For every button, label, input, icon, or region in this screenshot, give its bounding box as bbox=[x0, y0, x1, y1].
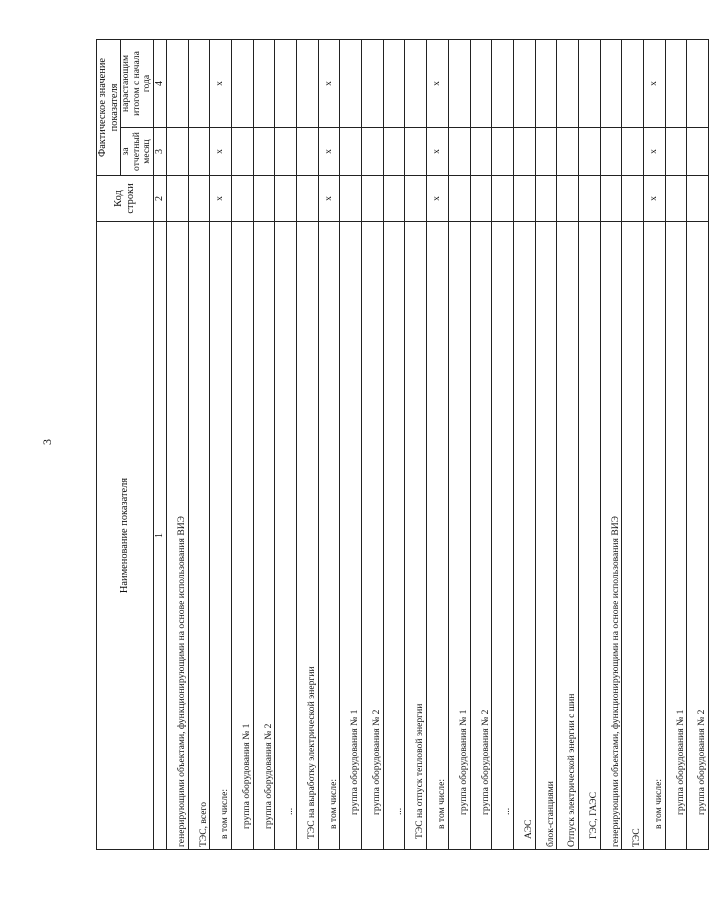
row-month bbox=[231, 128, 253, 176]
row-month: x bbox=[318, 128, 340, 176]
row-ytd bbox=[253, 39, 275, 127]
row-name: группа оборудования № 2 bbox=[687, 222, 709, 850]
row-name: АЭС bbox=[513, 222, 535, 850]
table-row bbox=[578, 39, 600, 849]
row-code bbox=[166, 176, 188, 222]
col-number-3: 3 bbox=[153, 128, 166, 176]
row-name: в том числе: bbox=[427, 222, 449, 850]
row-name: ТЭС, всего bbox=[188, 222, 210, 850]
row-month bbox=[448, 128, 470, 176]
row-name: в том числе: bbox=[644, 222, 666, 850]
row-month bbox=[557, 128, 579, 176]
header-ytd: нарастающим итогом с начала года bbox=[121, 39, 154, 127]
row-month: x bbox=[210, 128, 232, 176]
table-row bbox=[275, 39, 297, 849]
row-code: x bbox=[210, 176, 232, 222]
row-code bbox=[275, 176, 297, 222]
row-code bbox=[600, 176, 622, 222]
row-ytd bbox=[535, 39, 557, 127]
table-row bbox=[600, 39, 622, 849]
row-month bbox=[622, 128, 644, 176]
row-code bbox=[622, 176, 644, 222]
table-row bbox=[188, 39, 210, 849]
header-actual: Фактическое значение показателя bbox=[97, 39, 121, 175]
row-month bbox=[297, 128, 319, 176]
row-ytd bbox=[362, 39, 384, 127]
row-name: ГЭС, ГАЭС bbox=[578, 222, 600, 850]
row-ytd bbox=[448, 39, 470, 127]
row-ytd bbox=[513, 39, 535, 127]
table-row bbox=[405, 39, 427, 849]
row-ytd bbox=[231, 39, 253, 127]
table-row bbox=[383, 39, 405, 849]
table-row bbox=[687, 39, 709, 849]
table-row bbox=[470, 39, 492, 849]
row-month bbox=[600, 128, 622, 176]
row-ytd bbox=[687, 39, 709, 127]
table-row bbox=[340, 39, 362, 849]
row-name: в том числе: bbox=[318, 222, 340, 850]
row-name: группа оборудования № 1 bbox=[448, 222, 470, 850]
table-row bbox=[557, 39, 579, 849]
row-month bbox=[340, 128, 362, 176]
row-name: группа оборудования № 2 bbox=[470, 222, 492, 850]
row-name: ... bbox=[492, 222, 514, 850]
col-number-2: 2 bbox=[153, 176, 166, 222]
row-ytd bbox=[665, 39, 687, 127]
table-row bbox=[513, 39, 535, 849]
row-name: группа оборудования № 1 bbox=[340, 222, 362, 850]
row-month bbox=[383, 128, 405, 176]
table-row bbox=[622, 39, 644, 849]
row-ytd bbox=[600, 39, 622, 127]
table-row bbox=[231, 39, 253, 849]
row-month bbox=[275, 128, 297, 176]
row-ytd bbox=[188, 39, 210, 127]
row-name: генерирующими объектами, функционирующими на основе использования ВИЭ bbox=[166, 222, 188, 850]
row-name: Отпуск электрической энергии с шин bbox=[557, 222, 579, 850]
row-ytd bbox=[492, 39, 514, 127]
col-number-1: 1 bbox=[153, 222, 166, 850]
header-month: за отчетный месяц bbox=[121, 128, 154, 176]
row-code bbox=[383, 176, 405, 222]
indicator-table bbox=[96, 39, 709, 850]
row-ytd: x bbox=[644, 39, 666, 127]
row-name: ... bbox=[275, 222, 297, 850]
header-name: Наименование показателя bbox=[97, 222, 154, 850]
row-ytd bbox=[383, 39, 405, 127]
row-ytd bbox=[275, 39, 297, 127]
row-code: x bbox=[644, 176, 666, 222]
row-code bbox=[665, 176, 687, 222]
row-month bbox=[578, 128, 600, 176]
table-row bbox=[665, 39, 687, 849]
col-number-4: 4 bbox=[153, 39, 166, 127]
row-ytd bbox=[340, 39, 362, 127]
row-month bbox=[362, 128, 384, 176]
row-month: x bbox=[644, 128, 666, 176]
row-month bbox=[687, 128, 709, 176]
row-code bbox=[340, 176, 362, 222]
row-month bbox=[513, 128, 535, 176]
row-ytd bbox=[297, 39, 319, 127]
row-code bbox=[578, 176, 600, 222]
page-number: 3 bbox=[40, 439, 54, 445]
row-name: группа оборудования № 2 bbox=[362, 222, 384, 850]
row-code: x bbox=[427, 176, 449, 222]
row-code bbox=[557, 176, 579, 222]
table-row bbox=[448, 39, 470, 849]
row-ytd: x bbox=[210, 39, 232, 127]
table-row bbox=[427, 39, 449, 849]
row-name: в том числе: bbox=[210, 222, 232, 850]
row-name: ТЭС на отпуск тепловой энергии bbox=[405, 222, 427, 850]
row-month bbox=[188, 128, 210, 176]
row-ytd: x bbox=[427, 39, 449, 127]
row-code bbox=[297, 176, 319, 222]
row-code: x bbox=[318, 176, 340, 222]
row-name: группа оборудования № 1 bbox=[231, 222, 253, 850]
row-ytd bbox=[470, 39, 492, 127]
row-ytd bbox=[578, 39, 600, 127]
row-ytd: x bbox=[318, 39, 340, 127]
row-month bbox=[492, 128, 514, 176]
row-ytd bbox=[557, 39, 579, 127]
row-code bbox=[405, 176, 427, 222]
row-code bbox=[470, 176, 492, 222]
table-row bbox=[253, 39, 275, 849]
row-ytd bbox=[405, 39, 427, 127]
rotated-table-container bbox=[96, 40, 708, 850]
row-name: ТЭС bbox=[622, 222, 644, 850]
row-code bbox=[492, 176, 514, 222]
row-code bbox=[687, 176, 709, 222]
table-row bbox=[362, 39, 384, 849]
row-ytd bbox=[166, 39, 188, 127]
table-row bbox=[166, 39, 188, 849]
row-code bbox=[513, 176, 535, 222]
row-month bbox=[166, 128, 188, 176]
row-ytd bbox=[622, 39, 644, 127]
table-row bbox=[492, 39, 514, 849]
row-code bbox=[448, 176, 470, 222]
table-row bbox=[535, 39, 557, 849]
row-month bbox=[253, 128, 275, 176]
table-row bbox=[297, 39, 319, 849]
table-row bbox=[644, 39, 666, 849]
row-code bbox=[253, 176, 275, 222]
row-month bbox=[535, 128, 557, 176]
row-code bbox=[231, 176, 253, 222]
row-name: группа оборудования № 2 bbox=[253, 222, 275, 850]
row-name: блок-станциями bbox=[535, 222, 557, 850]
row-code bbox=[188, 176, 210, 222]
row-month bbox=[665, 128, 687, 176]
header-code: Код строки bbox=[97, 176, 154, 222]
row-name: ТЭС на выработку электрической энергии bbox=[297, 222, 319, 850]
row-month: x bbox=[427, 128, 449, 176]
row-code bbox=[535, 176, 557, 222]
row-month bbox=[470, 128, 492, 176]
row-name: ... bbox=[383, 222, 405, 850]
row-name: группа оборудования № 1 bbox=[665, 222, 687, 850]
table-row bbox=[318, 39, 340, 849]
table-row bbox=[210, 39, 232, 849]
row-month bbox=[405, 128, 427, 176]
row-name: генерирующими объектами, функционирующими на основе использования ВИЭ bbox=[600, 222, 622, 850]
row-code bbox=[362, 176, 384, 222]
